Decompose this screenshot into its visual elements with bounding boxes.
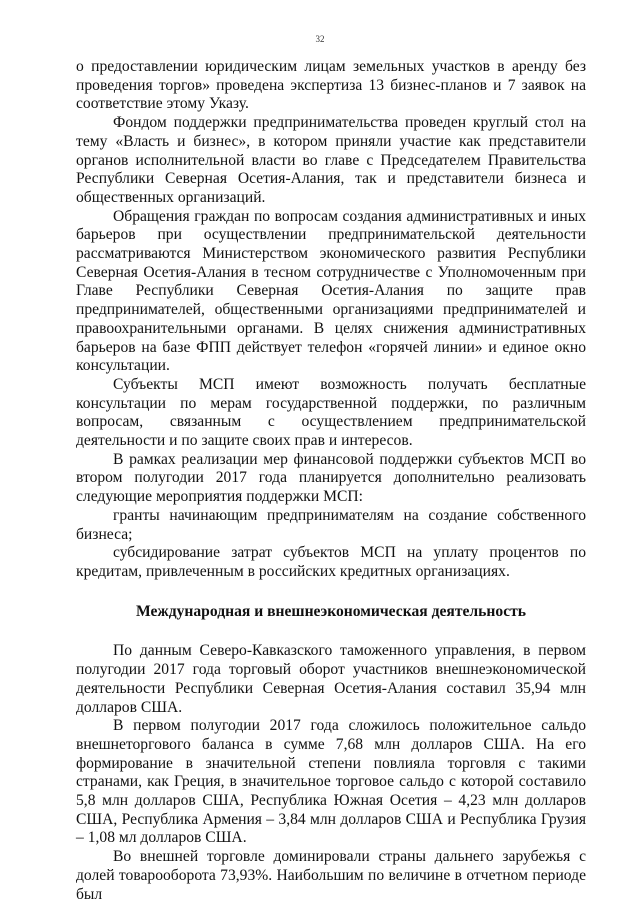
paragraph: Обращения граждан по вопросам создания административных и иных барьеров при осуществлении предпринимательской деятельности рассматриваются Министерством экономического развития Республики Северная Осетия-Алания в тесном сотрудничестве с Уполномоченным при Главе Республики Северная Осетия-Алания по защите прав предпринимателей, общественными организациями предпринимателей и правоохранительными органами. В целях снижения административных барьеров на базе ФПП действует телефон «горячей линии» и единое окно консультации. — [76, 207, 586, 375]
paragraph: гранты начинающим предпринимателям на создание собственного бизнеса; — [76, 506, 586, 543]
paragraphs-before-section — [76, 58, 586, 582]
paragraph: Во внешней торговле доминировали страны дальнего зарубежья с долей товарооборота 73,93%. Наибольшим по величине в отчетном периоде был — [76, 848, 586, 903]
paragraph: По данным Северо-Кавказского таможенного управления, в первом полугодии 2017 года торговый оборот участников внешнеэкономической деятельности Республики Северная Осетия-Алания составил 35,94 млн долларов США. — [76, 642, 586, 716]
paragraph: о предоставлении юридическим лицам земельных участков в аренду без проведения торгов» проведена экспертиза 13 бизнес-планов и 7 заявок на соответствие этому Указу. — [76, 58, 586, 113]
document-body — [76, 58, 586, 904]
paragraph: Субъекты МСП имеют возможность получать бесплатные консультации по мерам государственной поддержки, по различным вопросам, связанным с осуществлением предпринимательской деятельности и по защите своих прав и интересов. — [76, 375, 586, 450]
page-number: 32 — [315, 34, 325, 44]
paragraphs-after-section — [76, 642, 586, 904]
section-title: Международная и внешнеэкономическая деятельность — [135, 602, 527, 620]
paragraph: В рамках реализации мер финансовой поддержки субъектов МСП во втором полугодии 2017 года планируется дополнительно реализовать следующие мероприятия поддержки МСП: — [76, 450, 586, 506]
paragraph: В первом полугодии 2017 года сложилось положительное сальдо внешнеторгового баланса в сумме 7,68 млн долларов США. На его формирование в значительной степени повлияла торговля с такими странами, как Греция, в значительное торговое сальдо с которой составило 5,8 млн долларов США, Республика Южная Осетия – 4,23 млн долларов США, Республика Армения – 3,84 млн долларов США и Республика Грузия – 1,08 мл долларов США. — [76, 717, 586, 847]
paragraph: субсидирование затрат субъектов МСП на уплату процентов по кредитам, привлеченным в российских кредитных организациях. — [76, 544, 586, 580]
paragraph: Фондом поддержки предпринимательства проведен круглый стол на тему «Власть и бизнес», в котором приняли участие как представители органов исполнительной власти во главе с Председателем Правительства Республики Северная Осетия-Алания, так и представители бизнеса и общественных организаций. — [76, 114, 586, 206]
